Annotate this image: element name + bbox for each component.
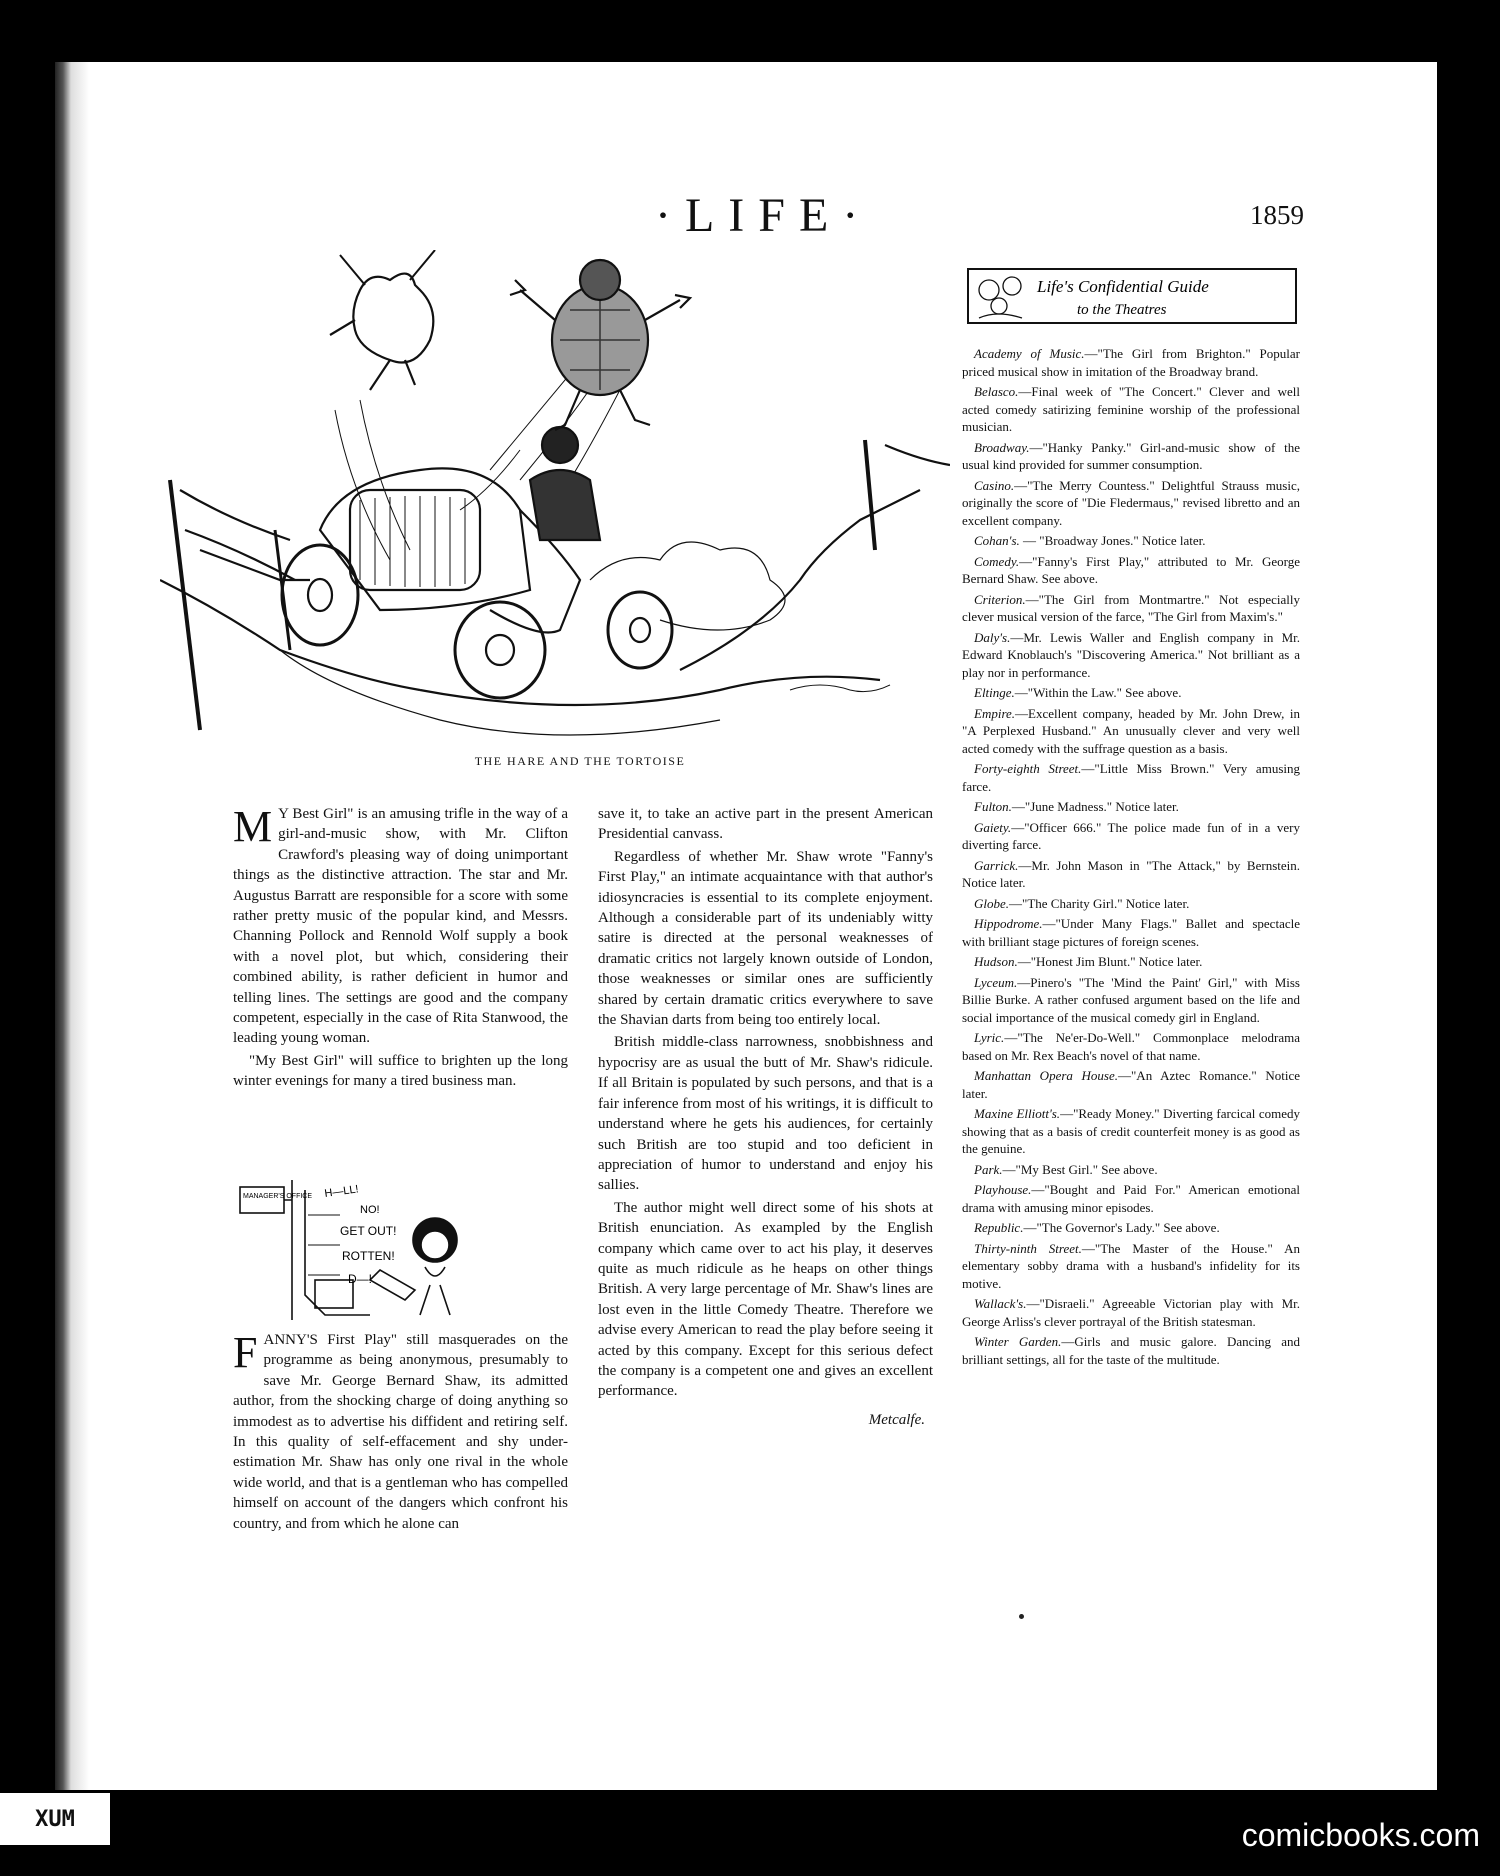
guide-entry: Hudson.—"Honest Jim Blunt." Notice later. [974, 954, 1203, 969]
shout-text: NO! [360, 1204, 380, 1216]
review-paragraph: FANNY'S First Play" still masquerades on the programme as being anonymous, presumably to save Mr. George Bernard Shaw, its admitted author, from the shocking charge of doing anything so immodest as to advertise his diffident and retiring self. In this quality of self-effacement and shy under-estimation Mr. Shaw has only one rival in the whole wide world, and that is a gentleman who has compelled himself on account of the dangers which confront his country, and from which he alone can [233, 1328, 568, 1532]
page-number: 1859 [1250, 200, 1304, 230]
guide-subtitle: to the Theatres [1077, 302, 1167, 318]
guide-heading-box [967, 268, 1297, 324]
illustration-caption: THE HARE AND THE TORTOISE [474, 754, 686, 768]
guide-entry: Manhattan Opera House.—"An Aztec Romance." Notice later. [962, 1068, 1300, 1101]
scan-tag: XUM [0, 1793, 110, 1845]
guide-entry: Academy of Music.—"The Girl from Brighton." Popular priced musical show in imitation of the Broadway brand. [962, 346, 1300, 379]
watermark: comicbooks.com [1241, 1817, 1480, 1853]
guide-entry: Cohan's. — "Broadway Jones." Notice later. [974, 533, 1206, 548]
guide-entry: Casino.—"The Merry Countess." Delightful Strauss music, originally the score of "Die Fledermaus," revised libretto and an excellent company. [962, 477, 1300, 528]
guide-title: Life's Confidential Guide [1037, 277, 1209, 296]
guide-entry: Republic.—"The Governor's Lady." See above. [974, 1220, 1220, 1235]
guide-entry: Winter Garden.—Girls and music galore. Dancing and brilliant settings, all for the taste of the multitude. [962, 1334, 1300, 1367]
shout-text: GET OUT! [340, 1224, 397, 1238]
guide-entry: Fulton.—"June Madness." Notice later. [974, 799, 1179, 814]
guide-entry: Globe.—"The Charity Girl." Notice later. [974, 895, 1190, 911]
review-paragraph: save it, to take an active part in the present American Presidential canvass. [598, 806, 933, 843]
guide-entry: Comedy.—"Fanny's First Play," attributed to Mr. George Bernard Shaw. See above. [962, 553, 1300, 586]
theatre-guide-column [962, 345, 1300, 1371]
office-sign: MANAGER'S OFFICE [243, 1193, 313, 1200]
shout-text: H—LL! [323, 1183, 360, 1200]
guide-entry: Lyric.—"The Ne'er-Do-Well." Commonplace melodrama based on Mr. Rex Beach's novel of that name. [962, 1030, 1300, 1063]
author-signature: Metcalfe. [868, 1411, 925, 1428]
guide-entry: Belasco.—Final week of "The Concert." Clever and well acted comedy satirizing feminine worship of the professional musician. [962, 384, 1300, 434]
guide-entry: Hippodrome.—"Under Many Flags." Ballet and spectacle with brilliant stage pictures of foreign scenes. [962, 916, 1300, 949]
guide-entry: Daly's.—Mr. Lewis Waller and English company in Mr. Edward Knoblauch's "Discovering America." Not brilliant as a play nor in performance. [962, 629, 1300, 680]
review-column-1-lower [233, 1330, 568, 1534]
review-paragraph: The author might well direct some of his shots at British enunciation. As exampled by the English company which came over to act his play, it deserves quite as much ridicule as he heaps on other things British. A very large percentage of Mr. Shaw's lines are lost even in the little Comedy Theatre. Therefore we advise every American to read the play before seeing it acted by this company. Except for this serious defect the company is a competent one and gives an excellent performance. [598, 1199, 933, 1400]
drop-cap: M [233, 802, 273, 851]
review-column-2 [598, 804, 933, 1430]
shout-text: ROTTEN! [342, 1249, 395, 1263]
guide-entry: Lyceum.—Pinero's "The 'Mind the Paint' Girl," with Miss Billie Burke. A rather confused argument based on the life and social importance of the musical comedy girl in England. [962, 974, 1300, 1025]
page-spine-shadow [55, 62, 93, 1790]
managers-office-sketch [230, 1175, 480, 1325]
review-paragraph: British middle-class narrowness, snobbishness and hypocrisy are as usual the butt of Mr. Shaw's ridicule. If all Britain is populated by such persons, and that is a fair inference from most of his writings, it is difficult to understand where he gets his audiences, for certainly such British are too stupid and too deficient in appreciation of humor to understand and enjoy his sallies. [598, 1034, 933, 1194]
guide-entry: Forty-eighth Street.—"Little Miss Brown." Very amusing farce. [962, 761, 1300, 794]
guide-entry: Wallack's.—"Disraeli." Agreeable Victorian play with Mr. George Arliss's clever portrayal of the British statesman. [962, 1296, 1300, 1329]
guide-entry: Playhouse.—"Bought and Paid For." American emotional drama with amusing minor episodes. [962, 1182, 1300, 1215]
guide-entry: Gaiety.—"Officer 666." The police made fun of in a very diverting farce. [962, 819, 1300, 852]
guide-entry: Eltinge.—"Within the Law." See above. [974, 685, 1182, 700]
guide-entry: Thirty-ninth Street.—"The Master of the House." An elementary sobby drama with a husband's infidelity for its motive. [962, 1240, 1300, 1291]
review-paragraph: M Y Best Girl" is an amusing trifle in the way of a girl-and-music show, with Mr. Clifton Crawford's pleasing way of doing unimportant things as the distinctive attraction. The star and Mr. Augustus Barratt are responsible for a score with some rather pretty music of the popular kind, and Messrs. Channing Pollock and Rennold Wolf supply a book with a novel plot, but which, considering their combined ability, is rather deficient in humor and telling lines. The settings are good and the company competent, especially in the case of Rita Stanwood, the leading young woman. [233, 802, 568, 1047]
guide-entry: Broadway.—"Hanky Panky." Girl-and-music show of the usual kind provided for summer consumption. [962, 439, 1300, 472]
review-paragraph: Regardless of whether Mr. Shaw wrote "Fanny's First Play," an intimate acquaintance with that author's idiosyncracies is essential to its complete enjoyment. Although a considerable part of its undeniably witty satire is directed at the personal weaknesses of dramatic critics not largely known outside of London, those weaknesses or similar ones are sufficiently shared by certain dramatic critics everywhere to save the Shavian darts from being too entirely local. [598, 848, 933, 1029]
guide-entry: Park.—"My Best Girl." See above. [974, 1161, 1158, 1177]
guide-entry: Empire.—Excellent company, headed by Mr. John Drew, in "A Perplexed Husband." An unusually clever and very well acted comedy with the suffrage question as a basis. [962, 705, 1300, 756]
review-column-1 [233, 804, 568, 1092]
end-ornament [1019, 1614, 1024, 1619]
drop-cap: F [233, 1328, 258, 1377]
hare-and-tortoise-cartoon [160, 250, 950, 760]
guide-entry: Maxine Elliott's.—"Ready Money." Diverting farcical comedy showing that as a basis of credit counterfeit money is as good as the genuine. [962, 1106, 1300, 1156]
guide-entry: Garrick.—Mr. John Mason in "The Attack," by Bernstein. Notice later. [962, 857, 1300, 890]
guide-entry: Criterion.—"The Girl from Montmartre." Not especially clever musical version of the farce, "The Girl from Maxim's." [962, 591, 1300, 624]
shout-text: D—! [348, 1272, 372, 1286]
masthead: ·LIFE· [655, 189, 873, 242]
review-paragraph: "My Best Girl" will suffice to brighten up the long winter evenings for many a tired business man. [233, 1052, 568, 1090]
